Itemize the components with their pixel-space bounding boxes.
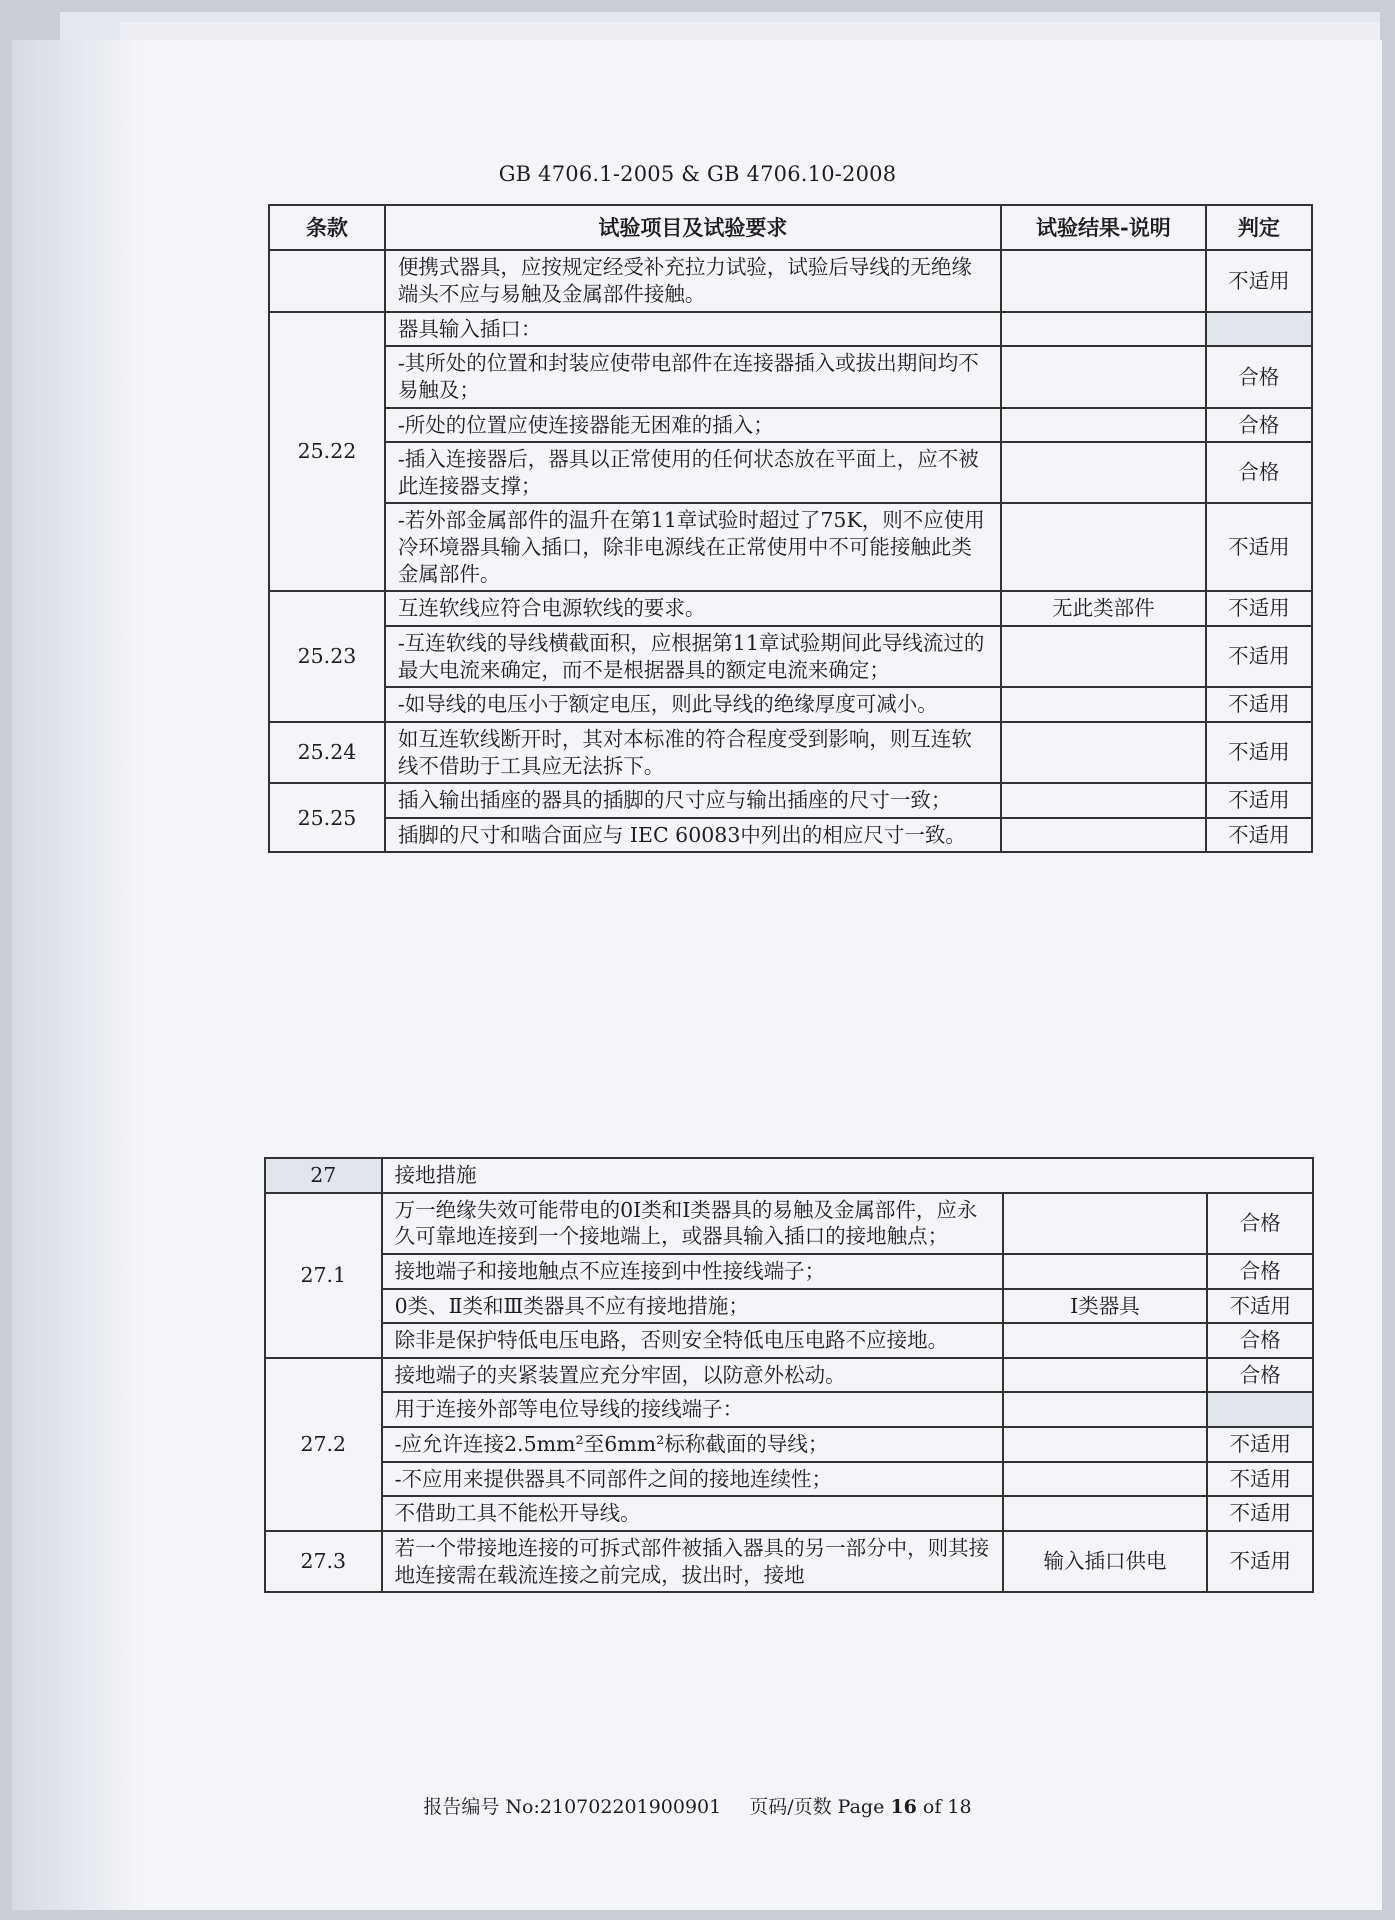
result-note: [1001, 346, 1206, 407]
clause-number: 27.1: [265, 1193, 382, 1358]
column-header-requirement: 试验项目及试验要求: [385, 205, 1001, 250]
result-note: [1003, 1323, 1208, 1358]
result-note: [1003, 1392, 1208, 1427]
verdict-cell: 不适用: [1206, 783, 1312, 818]
table-row: [269, 591, 1312, 626]
table-row: [269, 250, 1312, 311]
table-row: [265, 1392, 1313, 1427]
requirement-text: 便携式器具，应按规定经受补充拉力试验，试验后导线的无绝缘端头不应与易触及金属部件接触。: [385, 250, 1001, 311]
clause-table-27: [264, 1157, 1314, 1593]
result-note: 无此类部件: [1001, 591, 1206, 626]
requirement-text: 接地端子的夹紧装置应充分牢固，以防意外松动。: [382, 1358, 1003, 1393]
result-note: [1001, 783, 1206, 818]
verdict-cell: 合格: [1207, 1254, 1313, 1289]
requirement-text: 万一绝缘失效可能带电的0Ⅰ类和Ⅰ类器具的易触及金属部件，应永久可靠地连接到一个接地端上，或器具输入插口的接地触点；: [382, 1193, 1003, 1254]
clause-table-body: [265, 1158, 1313, 1592]
table-row: [265, 1427, 1313, 1462]
requirement-text: 0类、Ⅱ类和Ⅲ类器具不应有接地措施；: [382, 1289, 1003, 1324]
table-row: [265, 1254, 1313, 1289]
requirement-text: 除非是保护特低电压电路，否则安全特低电压电路不应接地。: [382, 1323, 1003, 1358]
table-row: [269, 783, 1312, 818]
verdict-cell: 不适用: [1206, 818, 1312, 853]
result-note: [1001, 408, 1206, 443]
result-note: [1001, 250, 1206, 311]
table-row: [269, 722, 1312, 783]
requirement-text: 用于连接外部等电位导线的接线端子：: [382, 1392, 1003, 1427]
section-row: [265, 1158, 1313, 1193]
verdict-cell: 不适用: [1207, 1496, 1313, 1531]
verdict-cell: 不适用: [1207, 1289, 1313, 1324]
report-number-label: 报告编号 No:: [423, 1796, 540, 1818]
page-total: 18: [947, 1796, 972, 1818]
verdict-cell: 不适用: [1206, 250, 1312, 311]
table-row: [265, 1496, 1313, 1531]
page-number: 16: [890, 1796, 917, 1818]
standard-header: GB 4706.1-2005 & GB 4706.10-2008: [498, 162, 897, 186]
page-footer: [0, 1792, 1395, 1819]
table-row: [269, 346, 1312, 407]
result-note: [1001, 687, 1206, 722]
clause-number: 25.25: [269, 783, 385, 852]
result-note: [1001, 503, 1206, 591]
result-note: [1001, 626, 1206, 687]
verdict-cell: [1206, 312, 1312, 347]
result-note: [1003, 1462, 1208, 1497]
page-of-label: of: [922, 1796, 942, 1818]
column-header-verdict: 判定: [1206, 205, 1312, 250]
table-header-row: [269, 205, 1312, 250]
result-note: [1001, 442, 1206, 503]
clause-number: 27.2: [265, 1358, 382, 1531]
requirement-text: -应允许连接2.5mm²至6mm²标称截面的导线；: [382, 1427, 1003, 1462]
verdict-cell: 不适用: [1207, 1427, 1313, 1462]
requirement-text: -不应用来提供器具不同部件之间的接地连续性；: [382, 1462, 1003, 1497]
page-label: 页码/页数 Page: [749, 1796, 885, 1818]
result-note: [1001, 722, 1206, 783]
requirement-text: -其所处的位置和封装应使带电部件在连接器插入或拔出期间均不易触及；: [385, 346, 1001, 407]
result-note: [1003, 1427, 1208, 1462]
verdict-cell: 合格: [1207, 1358, 1313, 1393]
table-row: [269, 818, 1312, 853]
clause-number: 25.23: [269, 591, 385, 722]
verdict-cell: 合格: [1207, 1323, 1313, 1358]
verdict-cell: [1207, 1392, 1313, 1427]
table-row: [265, 1358, 1313, 1393]
table-row: [265, 1462, 1313, 1497]
verdict-cell: 不适用: [1207, 1531, 1313, 1592]
result-note: [1001, 818, 1206, 853]
requirement-text: -如导线的电压小于额定电压，则此导线的绝缘厚度可减小。: [385, 687, 1001, 722]
verdict-cell: 不适用: [1206, 722, 1312, 783]
table-row: [265, 1193, 1313, 1254]
result-note: [1003, 1358, 1208, 1393]
result-note: [1001, 312, 1206, 347]
table-row: [269, 503, 1312, 591]
clause-number: 25.24: [269, 722, 385, 783]
clause-number: 25.22: [269, 312, 385, 592]
verdict-cell: 合格: [1207, 1193, 1313, 1254]
table-row: [265, 1289, 1313, 1324]
table-row: [265, 1323, 1313, 1358]
requirement-text: -插入连接器后，器具以正常使用的任何状态放在平面上，应不被此连接器支撑；: [385, 442, 1001, 503]
requirement-text: 接地端子和接地触点不应连接到中性接线端子；: [382, 1254, 1003, 1289]
verdict-cell: 不适用: [1206, 591, 1312, 626]
verdict-cell: 不适用: [1206, 503, 1312, 591]
section-clause: 27: [265, 1158, 382, 1193]
result-note: [1003, 1254, 1208, 1289]
verdict-cell: 不适用: [1207, 1462, 1313, 1497]
verdict-cell: 合格: [1206, 408, 1312, 443]
table-row: [265, 1531, 1313, 1592]
requirement-text: -互连软线的导线横截面积，应根据第11章试验期间此导线流过的最大电流来确定，而不是根据器具的额定电流来确定；: [385, 626, 1001, 687]
section-title: 接地措施: [382, 1158, 1313, 1193]
verdict-cell: 不适用: [1206, 626, 1312, 687]
requirement-text: 器具输入插口：: [385, 312, 1001, 347]
table-row: [269, 312, 1312, 347]
table-row: [269, 442, 1312, 503]
requirement-text: 互连软线应符合电源软线的要求。: [385, 591, 1001, 626]
verdict-cell: 合格: [1206, 346, 1312, 407]
requirement-text: -所处的位置应使连接器能无困难的插入；: [385, 408, 1001, 443]
result-note: 输入插口供电: [1003, 1531, 1208, 1592]
clause-table-body: [269, 250, 1312, 852]
verdict-cell: 合格: [1206, 442, 1312, 503]
requirement-text: 插脚的尺寸和啮合面应与 IEC 60083中列出的相应尺寸一致。: [385, 818, 1001, 853]
requirement-text: -若外部金属部件的温升在第11章试验时超过了75K，则不应使用冷环境器具输入插口，除非电源线在正常使用中不可能接触此类金属部件。: [385, 503, 1001, 591]
result-note: [1003, 1496, 1208, 1531]
column-header-result: 试验结果-说明: [1001, 205, 1206, 250]
result-note: Ⅰ类器具: [1003, 1289, 1208, 1324]
clause-table-25: [268, 204, 1313, 853]
clause-number: 27.3: [265, 1531, 382, 1592]
table-row: [269, 687, 1312, 722]
requirement-text: 如互连软线断开时，其对本标准的符合程度受到影响，则互连软线不借助于工具应无法拆下。: [385, 722, 1001, 783]
result-note: [1003, 1193, 1208, 1254]
report-number: 210702201900901: [539, 1796, 722, 1818]
requirement-text: 不借助工具不能松开导线。: [382, 1496, 1003, 1531]
clause-number: [269, 250, 385, 311]
requirement-text: 插入输出插座的器具的插脚的尺寸应与输出插座的尺寸一致；: [385, 783, 1001, 818]
verdict-cell: 不适用: [1206, 687, 1312, 722]
table-row: [269, 408, 1312, 443]
table-row: [269, 626, 1312, 687]
column-header-clause: 条款: [269, 205, 385, 250]
requirement-text: 若一个带接地连接的可拆式部件被插入器具的另一部分中，则其接地连接需在载流连接之前完成，拔出时，接地: [382, 1531, 1003, 1592]
page-fold-shadow: [12, 40, 142, 1910]
